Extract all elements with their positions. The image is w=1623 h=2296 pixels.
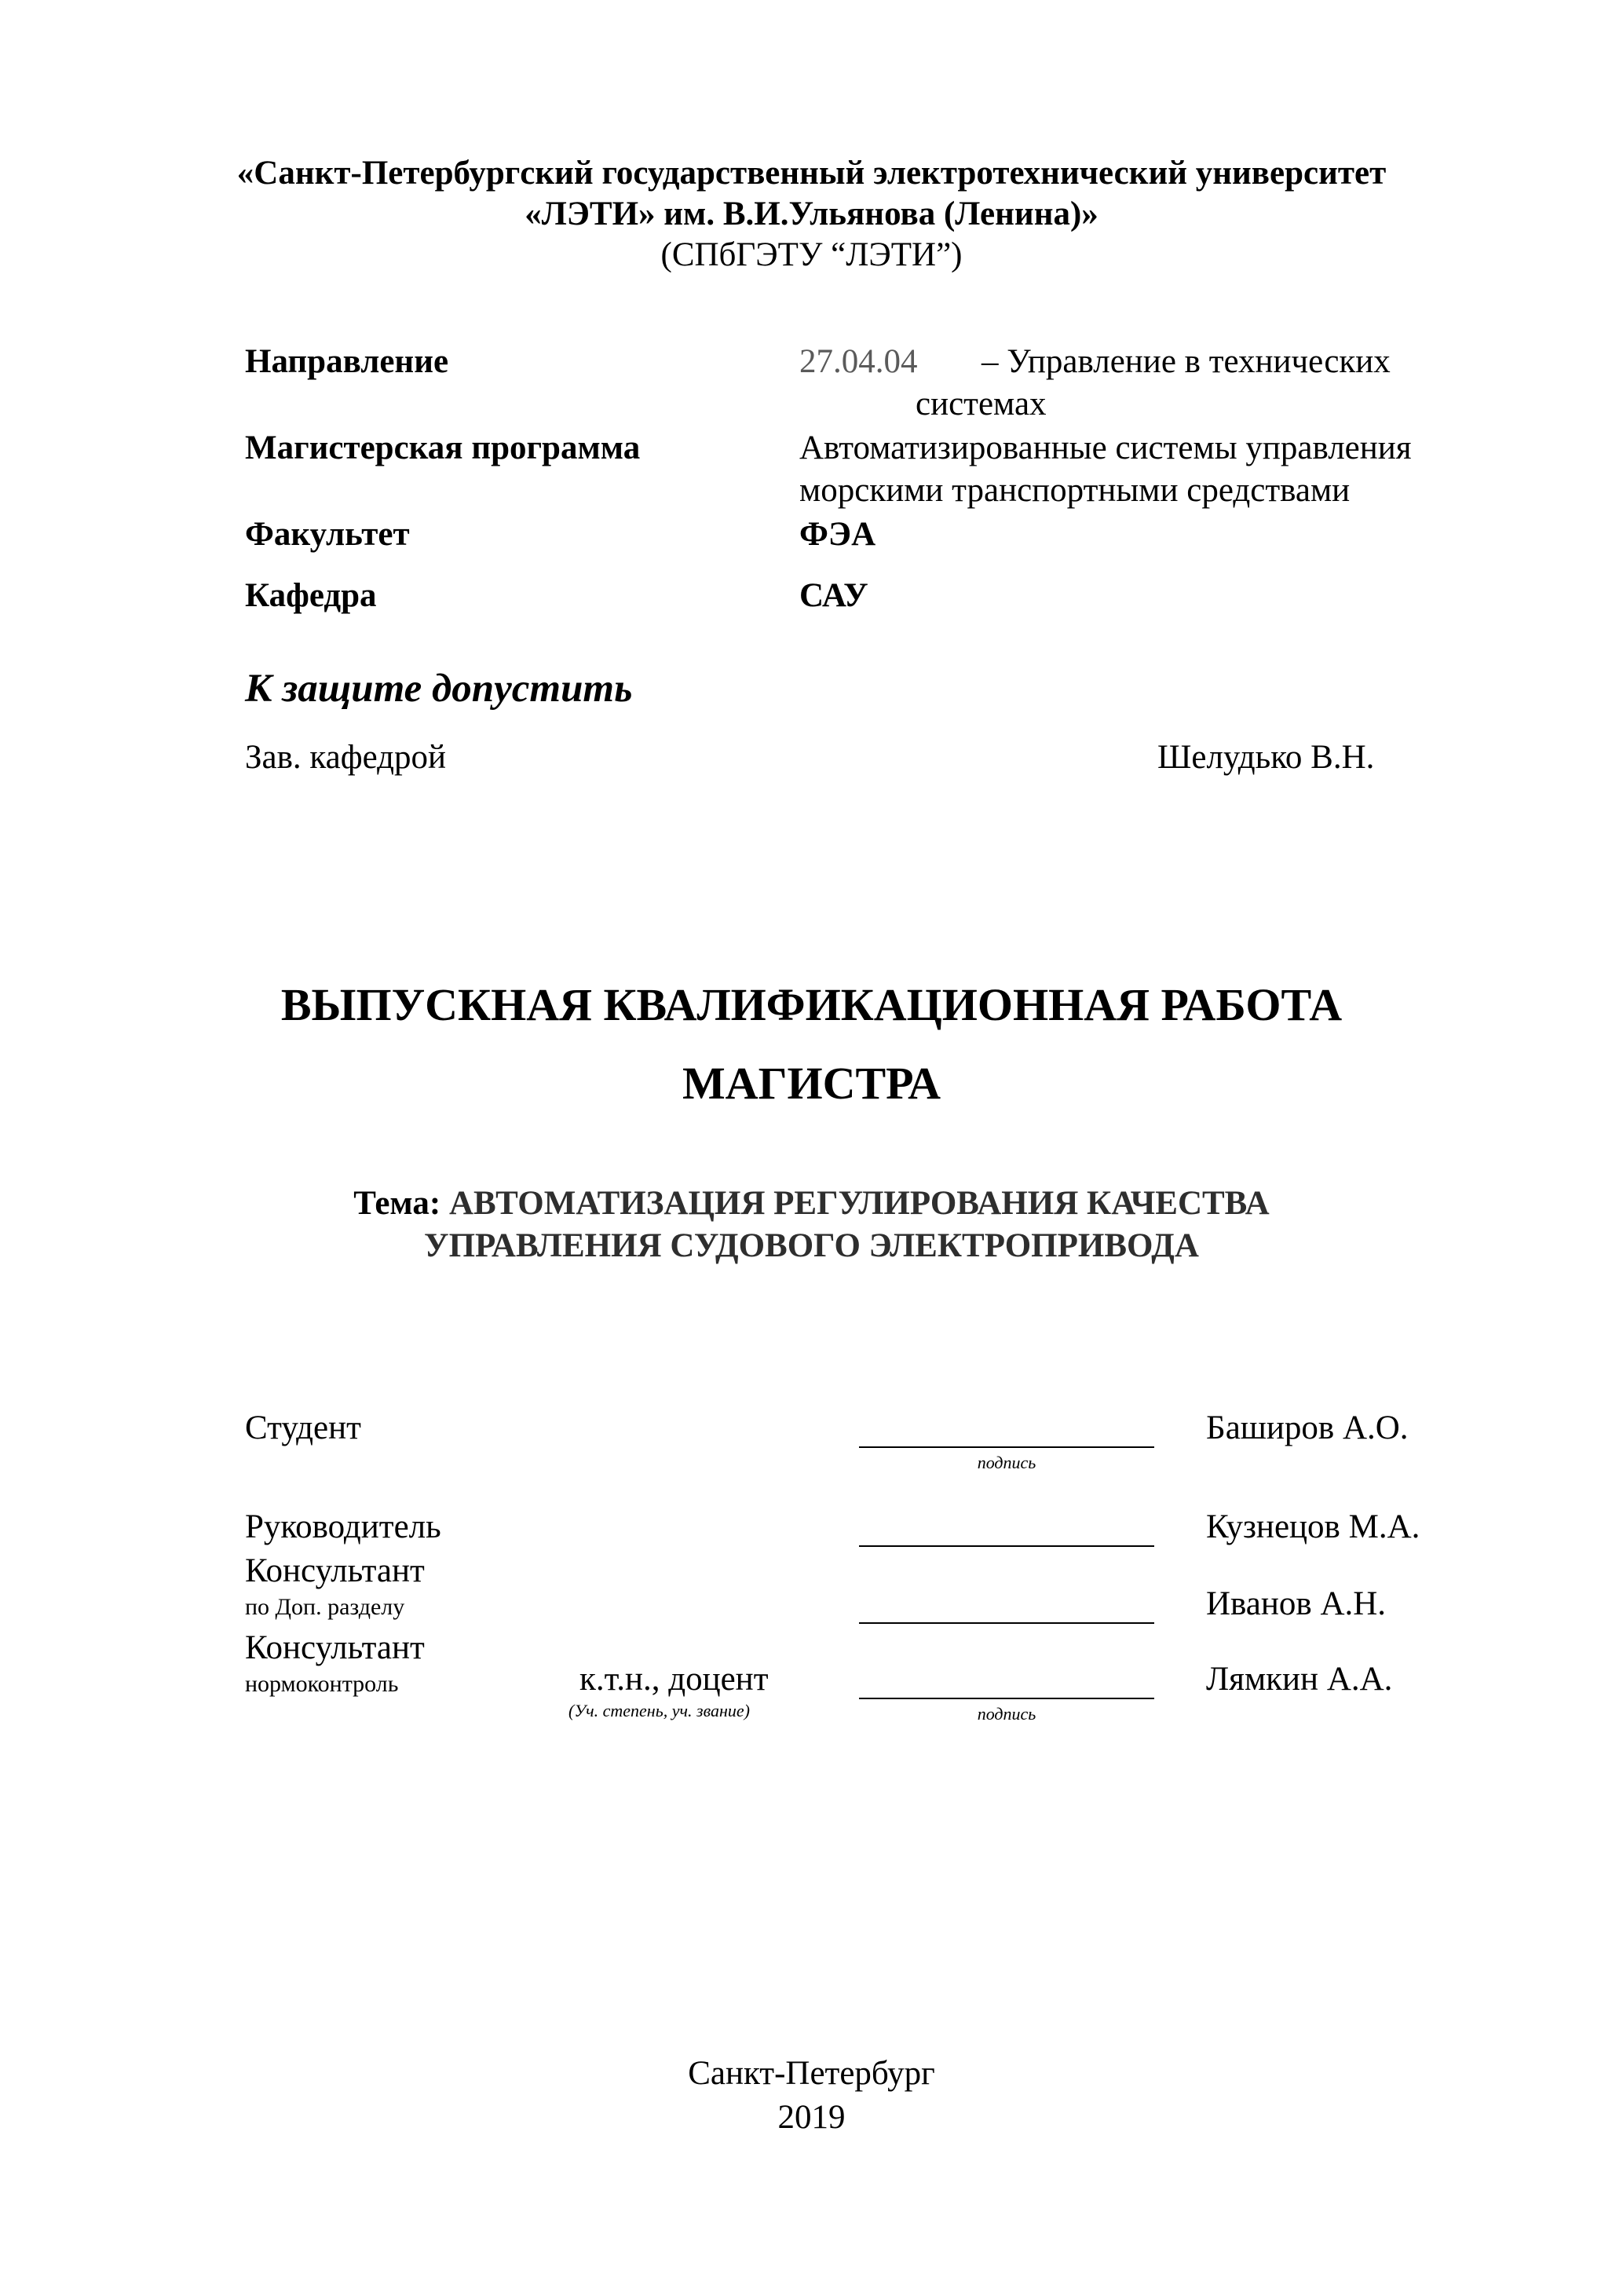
direction-code: 27.04.04 bbox=[799, 343, 918, 380]
student-role: Студент bbox=[245, 1409, 361, 1446]
degree-hint: (Уч. степень, уч. звание) bbox=[568, 1701, 750, 1720]
consultant2-signature-line bbox=[859, 1698, 1154, 1699]
work-title-line2: МАГИСТРА bbox=[682, 1058, 941, 1109]
department-label: Кафедра bbox=[245, 577, 377, 614]
topic-text-line1: АВТОМАТИЗАЦИЯ РЕГУЛИРОВАНИЯ КАЧЕСТВА bbox=[448, 1185, 1270, 1222]
direction-text-line2: системах bbox=[916, 386, 1047, 422]
consultant1-subtitle: по Доп. разделу bbox=[245, 1594, 405, 1620]
university-name-line2: «ЛЭТИ» им. В.И.Ульянова (Ленина)» bbox=[525, 196, 1098, 232]
department-value: САУ bbox=[799, 577, 868, 614]
university-name-line1: «Санкт-Петербургский государственный электротехнический университет bbox=[236, 155, 1387, 192]
city: Санкт-Петербург bbox=[688, 2055, 935, 2092]
consultant2-degree: к.т.н., доцент bbox=[579, 1661, 769, 1698]
topic-text-line2: УПРАВЛЕНИЯ СУДОВОГО ЭЛЕКТРОПРИВОДА bbox=[424, 1227, 1199, 1264]
direction-label: Направление bbox=[245, 343, 449, 380]
consultant1-name: Иванов А.Н. bbox=[1206, 1585, 1387, 1622]
consultant2-name: Лямкин А.А. bbox=[1206, 1661, 1393, 1698]
supervisor-role: Руководитель bbox=[245, 1508, 441, 1545]
student-signature-hint: подпись bbox=[977, 1453, 1036, 1472]
faculty-label: Факультет bbox=[245, 516, 410, 553]
consultant2-role: Консультант bbox=[245, 1629, 425, 1666]
work-title-line1: ВЫПУСКНАЯ КВАЛИФИКАЦИОННАЯ РАБОТА bbox=[280, 979, 1343, 1030]
admission-heading: К защите допустить bbox=[245, 667, 633, 711]
year: 2019 bbox=[777, 2099, 846, 2136]
topic-line1 bbox=[0, 1184, 1623, 1223]
supervisor-signature-line bbox=[859, 1545, 1154, 1547]
supervisor-name: Кузнецов М.А. bbox=[1206, 1508, 1420, 1545]
student-signature-line bbox=[859, 1446, 1154, 1448]
consultant1-role: Консультант bbox=[245, 1552, 425, 1589]
program-line1: Автоматизированные системы управления bbox=[799, 430, 1412, 466]
program-line2: морскими транспортными средствами bbox=[799, 472, 1351, 509]
university-short-name: (СПбГЭТУ “ЛЭТИ”) bbox=[660, 236, 963, 273]
consultant1-signature-line bbox=[859, 1622, 1154, 1624]
consultant2-subtitle: нормоконтроль bbox=[245, 1671, 399, 1697]
direction-text-line1: – Управление в технических bbox=[981, 343, 1391, 380]
faculty-value: ФЭА bbox=[799, 516, 876, 553]
head-of-department-name: Шелудько В.Н. bbox=[1157, 739, 1375, 776]
student-name: Баширов А.О. bbox=[1206, 1409, 1409, 1446]
head-of-department-role: Зав. кафедрой bbox=[245, 739, 447, 776]
program-label: Магистерская программа bbox=[245, 430, 641, 466]
topic-prefix: Тема: bbox=[353, 1185, 441, 1222]
consultant2-signature-hint: подпись bbox=[977, 1704, 1036, 1724]
